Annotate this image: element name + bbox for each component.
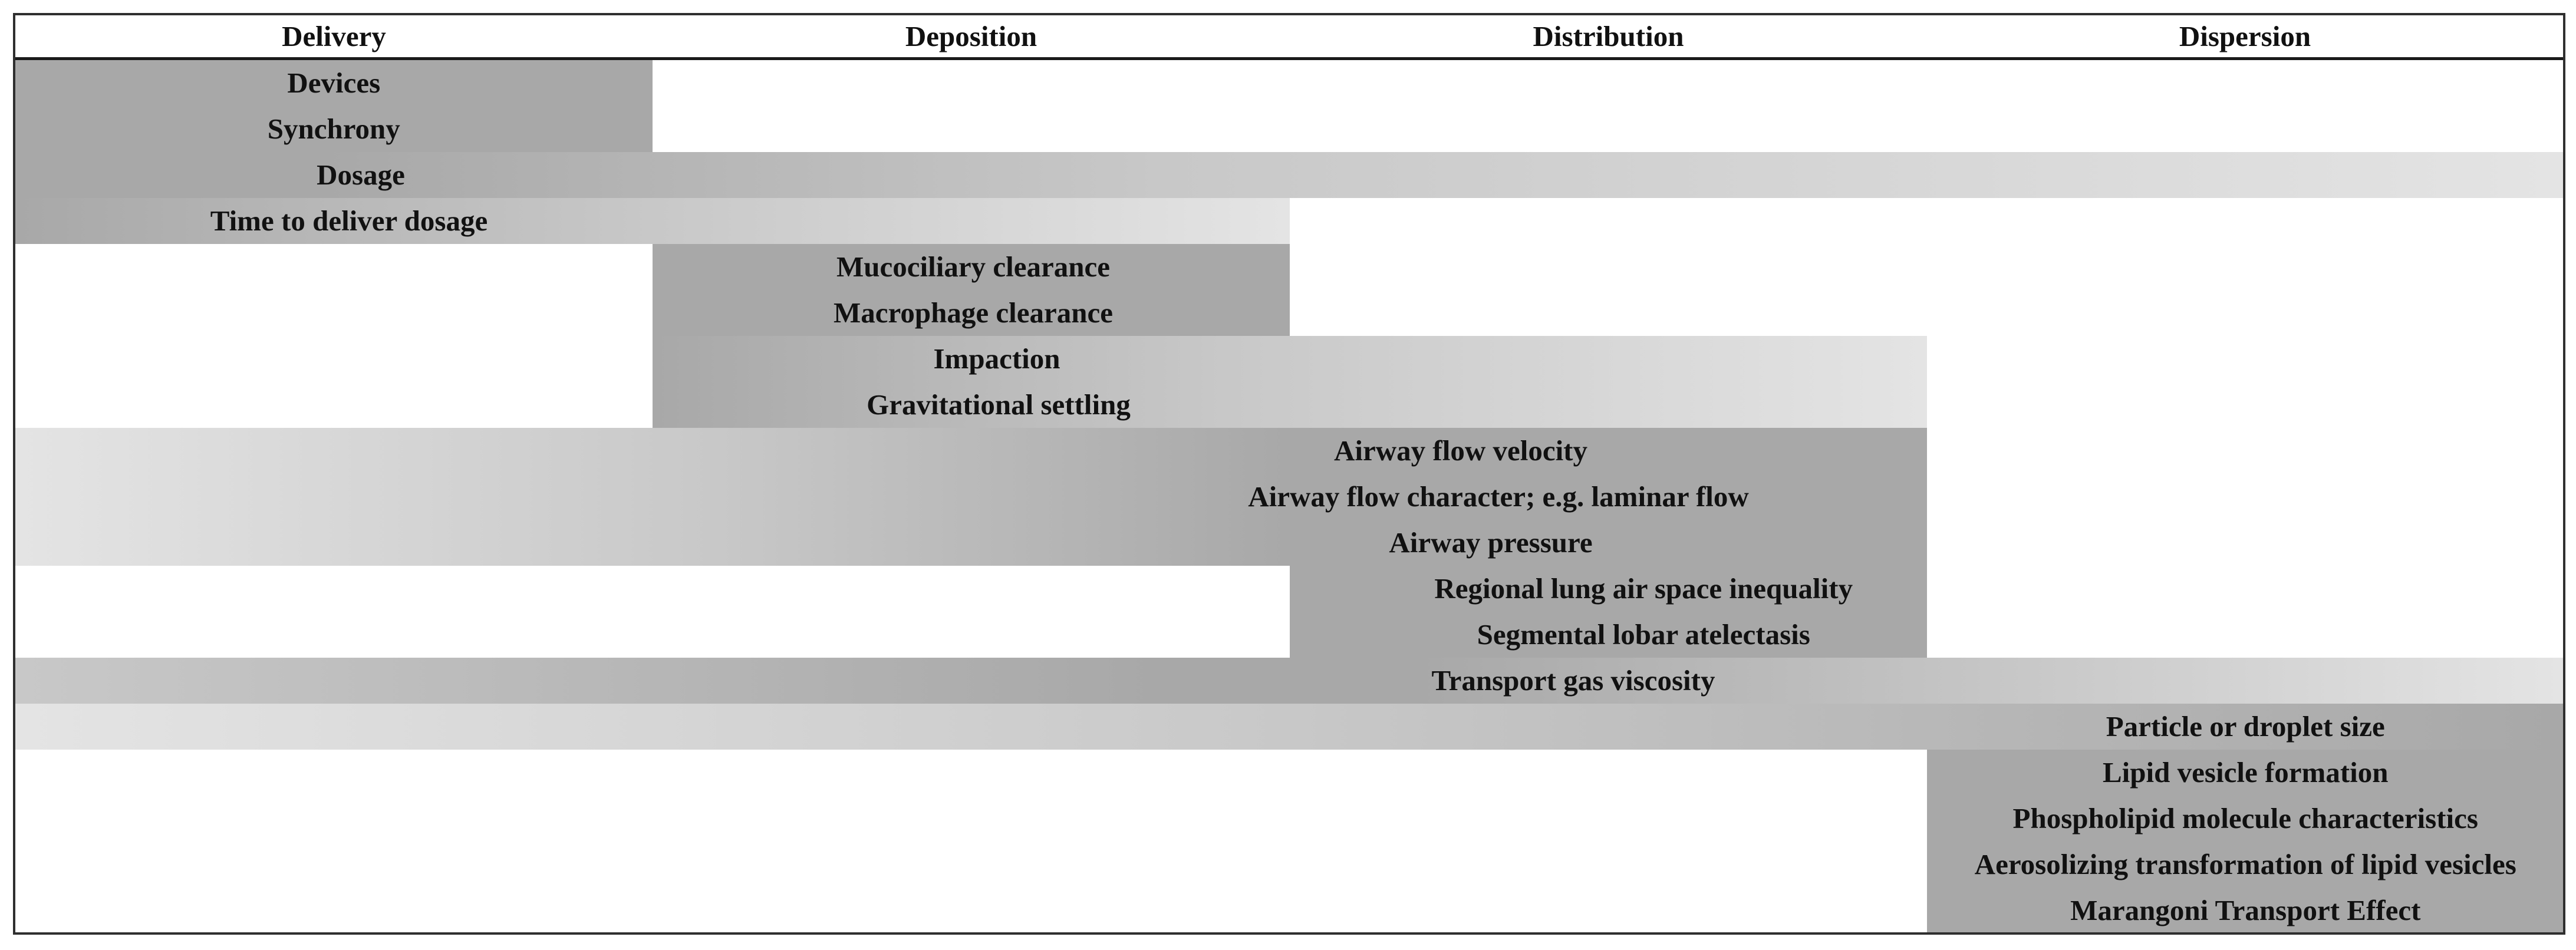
band-airway-left	[15, 428, 1290, 566]
factor-label-devices: Devices	[287, 67, 381, 99]
band-time-to-deliver	[15, 198, 1290, 244]
column-header-row	[15, 15, 2563, 60]
factor-label-macrophage: Macrophage clearance	[834, 296, 1113, 329]
factor-label-airway-velocity: Airway flow velocity	[1334, 434, 1587, 467]
column-header-distribution: Distribution	[1533, 20, 1684, 52]
factor-label-lipid-vesicle: Lipid vesicle formation	[2102, 756, 2389, 789]
factor-label-phospholipid: Phospholipid molecule characteristics	[2012, 802, 2478, 834]
factor-label-marangoni: Marangoni Transport Effect	[2070, 894, 2421, 926]
factor-label-atelectasis: Segmental lobar atelectasis	[1477, 618, 1810, 651]
factor-label-synchrony: Synchrony	[267, 113, 400, 145]
diagram-frame	[13, 13, 2565, 935]
factor-label-mucociliary: Mucociliary clearance	[836, 250, 1110, 283]
band-impaction-settling	[653, 336, 1927, 428]
factor-label-dosage: Dosage	[317, 159, 405, 191]
factor-label-airway-character: Airway flow character; e.g. laminar flow	[1248, 480, 1749, 513]
factor-label-airway-pressure: Airway pressure	[1389, 526, 1593, 559]
factor-label-particle-size: Particle or droplet size	[2106, 710, 2385, 743]
factor-label-gas-viscosity: Transport gas viscosity	[1431, 664, 1715, 697]
band-gas-viscosity	[15, 658, 2563, 704]
factor-label-impaction: Impaction	[933, 342, 1060, 375]
column-header-deposition: Deposition	[905, 20, 1037, 52]
factor-label-regional-inequality: Regional lung air space inequality	[1434, 572, 1853, 605]
column-header-dispersion: Dispersion	[2179, 20, 2311, 52]
factor-label-gravitational: Gravitational settling	[867, 388, 1131, 421]
factor-label-aerosolizing: Aerosolizing transformation of lipid vesicles	[1974, 848, 2516, 880]
factor-label-time-to-deliver: Time to deliver dosage	[210, 204, 488, 237]
column-header-delivery: Delivery	[282, 20, 386, 52]
